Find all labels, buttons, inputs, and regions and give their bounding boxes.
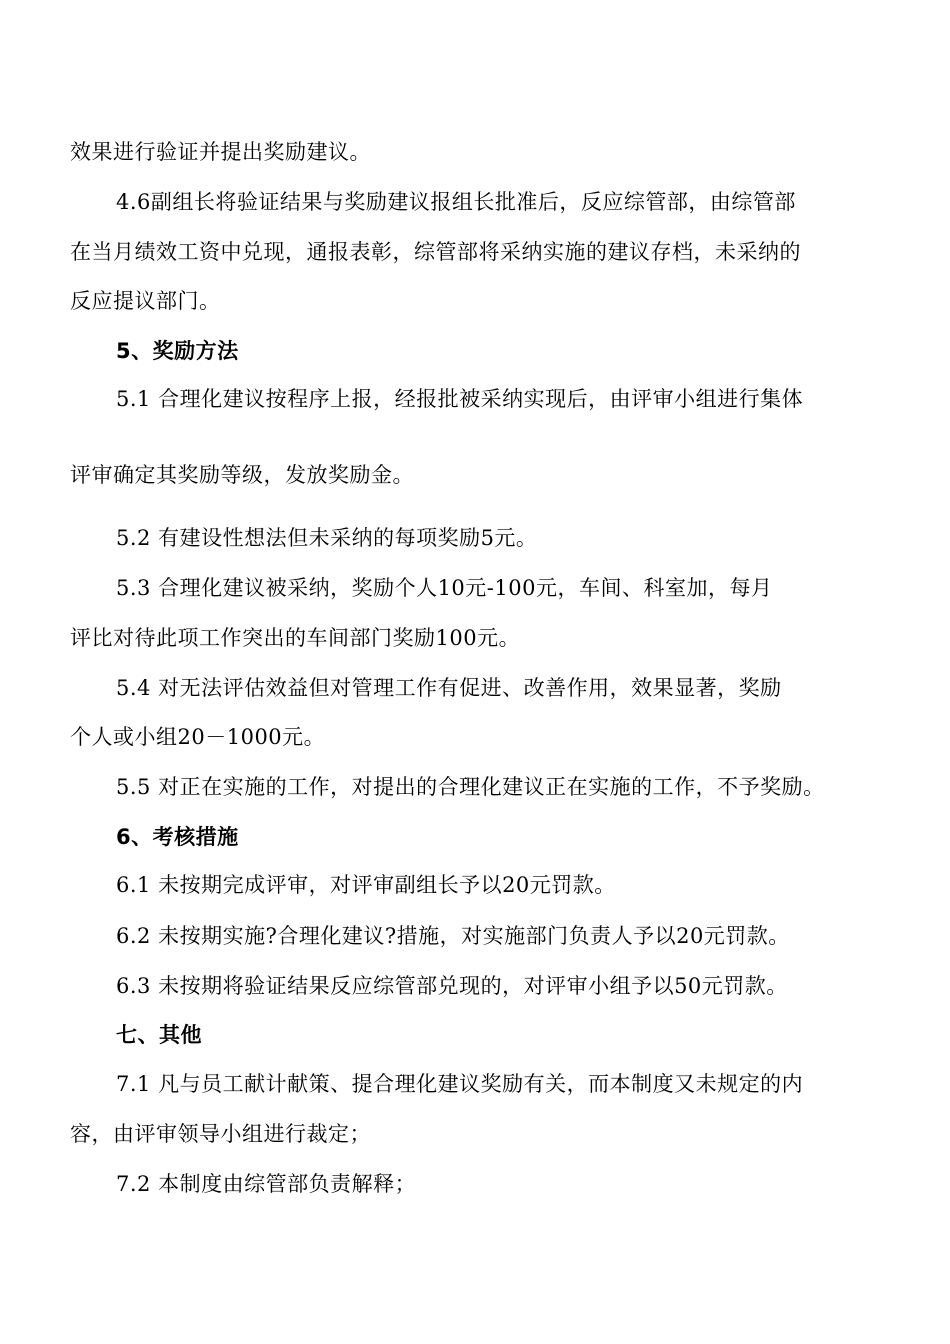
paragraph-line: 7.2 本制度由综管部负责解释；	[116, 1172, 417, 1196]
paragraph-line: 5.1 合理化建议按程序上报，经报批被采纳实现后，由评审小组进行集体	[116, 387, 804, 411]
paragraph-line: 评比对待此项工作突出的车间部门奖励100元。	[70, 626, 521, 650]
paragraph-line: 在当月绩效工资中兑现，通报表彰，综管部将采纳实施的建议存档，未采纳的	[70, 240, 801, 264]
section-heading: 6、考核措施	[116, 825, 239, 849]
paragraph-line: 效果进行验证并提出奖励建议。	[70, 140, 371, 164]
paragraph-line: 4.6副组长将验证结果与奖励建议报组长批准后，反应综管部，由综管部	[116, 190, 796, 214]
paragraph-line: 6.3 未按期将验证结果反应综管部兑现的，对评审小组予以50元罚款。	[116, 974, 788, 998]
paragraph-line: 5.5 对正在实施的工作，对提出的合理化建议正在实施的工作，不予奖励。	[116, 775, 825, 799]
paragraph-line: 7.1 凡与员工献计献策、提合理化建议奖励有关，而本制度又未规定的内	[116, 1072, 804, 1096]
section-heading: 七、其他	[116, 1023, 202, 1047]
paragraph-line: 6.1 未按期完成评审，对评审副组长予以20元罚款。	[116, 873, 616, 897]
paragraph-line: 6.2 未按期实施?合理化建议?措施，对实施部门负责人予以20元罚款。	[116, 924, 790, 948]
paragraph-line: 个人或小组20－1000元。	[70, 725, 326, 749]
paragraph-line: 容，由评审领导小组进行裁定；	[70, 1122, 371, 1146]
paragraph-line: 评审确定其奖励等级，发放奖励金。	[70, 463, 414, 487]
paragraph-line: 5.3 合理化建议被采纳，奖励个人10元-100元，车间、科室加，每月	[116, 576, 773, 600]
paragraph-line: 5.4 对无法评估效益但对管理工作有促进、改善作用，效果显著，奖励	[116, 676, 782, 700]
paragraph-line: 5.2 有建设性想法但未采纳的每项奖励5元。	[116, 526, 538, 550]
section-heading: 5、奖励方法	[116, 339, 239, 363]
paragraph-line: 反应提议部门。	[70, 289, 221, 313]
